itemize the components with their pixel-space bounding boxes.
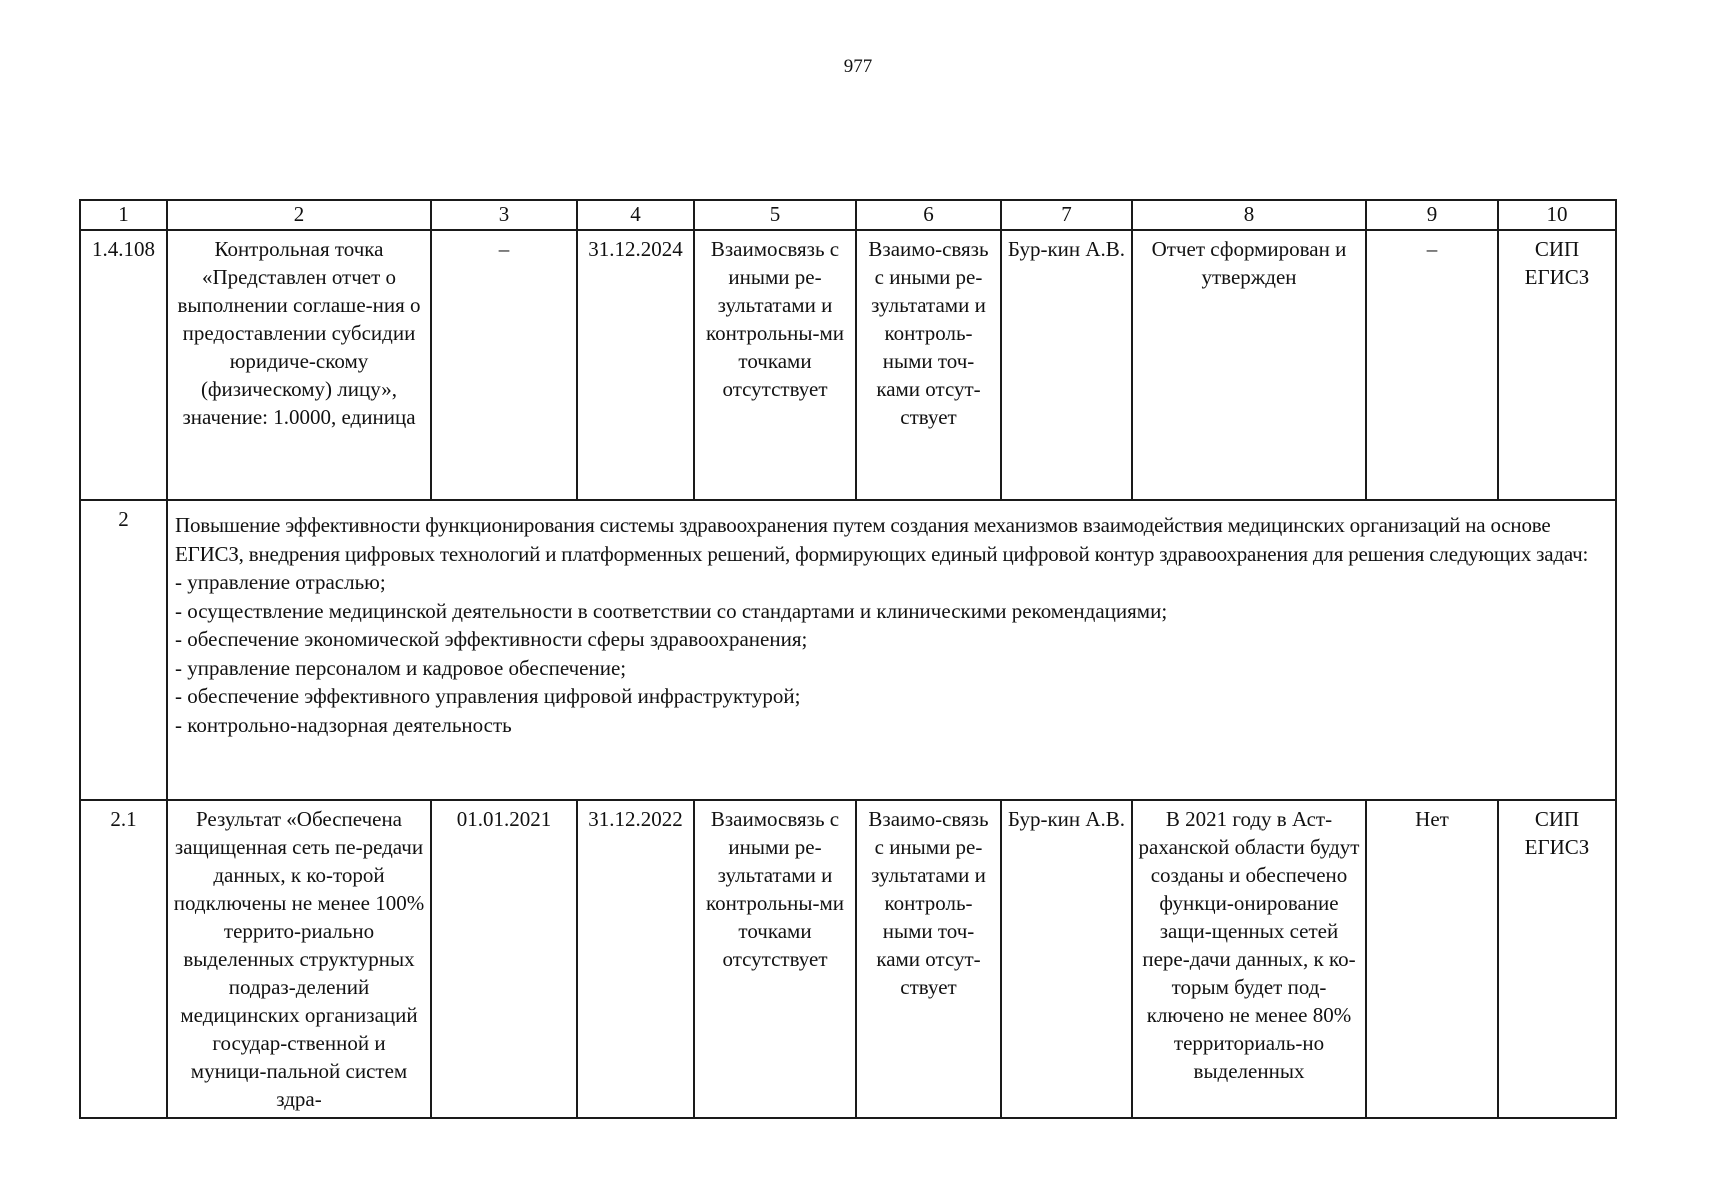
task-item: - управление персоналом и кадровое обеспечение; <box>175 655 627 680</box>
column-header-10: 10 <box>1498 200 1616 230</box>
cell-start-date: – <box>431 230 577 500</box>
cell-result: В 2021 году в Аст-раханской области будут созданы и обеспечено функци-онирование защи-щенных сетей пере-дачи данных, к ко-торым будет под-ключено не менее 80% территориаль-но выделенных <box>1132 800 1366 1118</box>
column-header-6: 6 <box>856 200 1001 230</box>
cell-name: Результат «Обеспечена защищенная сеть пе-редачи данных, к ко-торой подключены не менее 100% террито-риально выделенных структурных подраз-делений медицинских организаций государ-ственной и муници-пальной систем здра- <box>167 800 431 1118</box>
header-row <box>80 200 1616 230</box>
cell-relation-5: Взаимосвязь с иными ре-зультатами и контрольны-ми точками отсутствует <box>694 230 856 500</box>
column-header-3: 3 <box>431 200 577 230</box>
task-item: - осуществление медицинской деятельности в соответствии со стандартами и клиническими рекомендациями; <box>175 598 1168 623</box>
cell-end-date: 31.12.2024 <box>577 230 694 500</box>
column-header-4: 4 <box>577 200 694 230</box>
column-header-2: 2 <box>167 200 431 230</box>
cell-number: 2.1 <box>80 800 167 1118</box>
plan-table <box>79 199 1617 1119</box>
cell-relation-6: Взаимо-связь с иными ре-зультатами и контроль-ными точ-ками отсут-ствует <box>856 230 1001 500</box>
cell-end-date: 31.12.2022 <box>577 800 694 1118</box>
table-row-task <box>80 500 1616 800</box>
cell-responsible: Бур-кин А.В. <box>1001 800 1132 1118</box>
task-item: - обеспечение экономической эффективности сферы здравоохранения; <box>175 627 808 651</box>
cell-column-9: Нет <box>1366 800 1498 1118</box>
table-row-result <box>80 800 1616 1118</box>
cell-system: СИП ЕГИСЗ <box>1498 800 1616 1118</box>
cell-number: 2 <box>80 500 167 800</box>
column-header-1: 1 <box>80 200 167 230</box>
column-header-5: 5 <box>694 200 856 230</box>
column-header-7: 7 <box>1001 200 1132 230</box>
column-header-8: 8 <box>1132 200 1366 230</box>
task-intro: Повышение эффективности функционирования системы здравоохранения путем создания механизмов взаимодействия медицинских организаций на основе ЕГИСЗ, внедрения цифровых технологий и платформенных решений, формирующих единый цифровой контур здравоохранения для решения следующих задач: <box>175 513 1589 566</box>
cell-name: Контрольная точка «Представлен отчет о выполнении соглаше-ния о предоставлении субсидии юридиче-скому (физическому) лицу», значение: 1.0000, единица <box>167 230 431 500</box>
cell-start-date: 01.01.2021 <box>431 800 577 1118</box>
cell-column-9: – <box>1366 230 1498 500</box>
task-description <box>167 500 1616 800</box>
task-item: - обеспечение эффективного управления цифровой инфраструктурой; <box>175 684 801 708</box>
task-item: - контрольно-надзорная деятельность <box>175 712 512 737</box>
cell-relation-6: Взаимо-связь с иными ре-зультатами и контроль-ными точ-ками отсут-ствует <box>856 800 1001 1118</box>
cell-number: 1.4.108 <box>80 230 167 500</box>
cell-relation-5: Взаимосвязь с иными ре-зультатами и контрольны-ми точками отсутствует <box>694 800 856 1118</box>
task-item: - управление отраслью; <box>175 570 386 594</box>
column-header-9: 9 <box>1366 200 1498 230</box>
cell-responsible: Бур-кин А.В. <box>1001 230 1132 500</box>
cell-system: СИП ЕГИСЗ <box>1498 230 1616 500</box>
page-number: 977 <box>843 56 873 77</box>
table-row-checkpoint <box>80 230 1616 500</box>
cell-result: Отчет сформирован и утвержден <box>1132 230 1366 500</box>
